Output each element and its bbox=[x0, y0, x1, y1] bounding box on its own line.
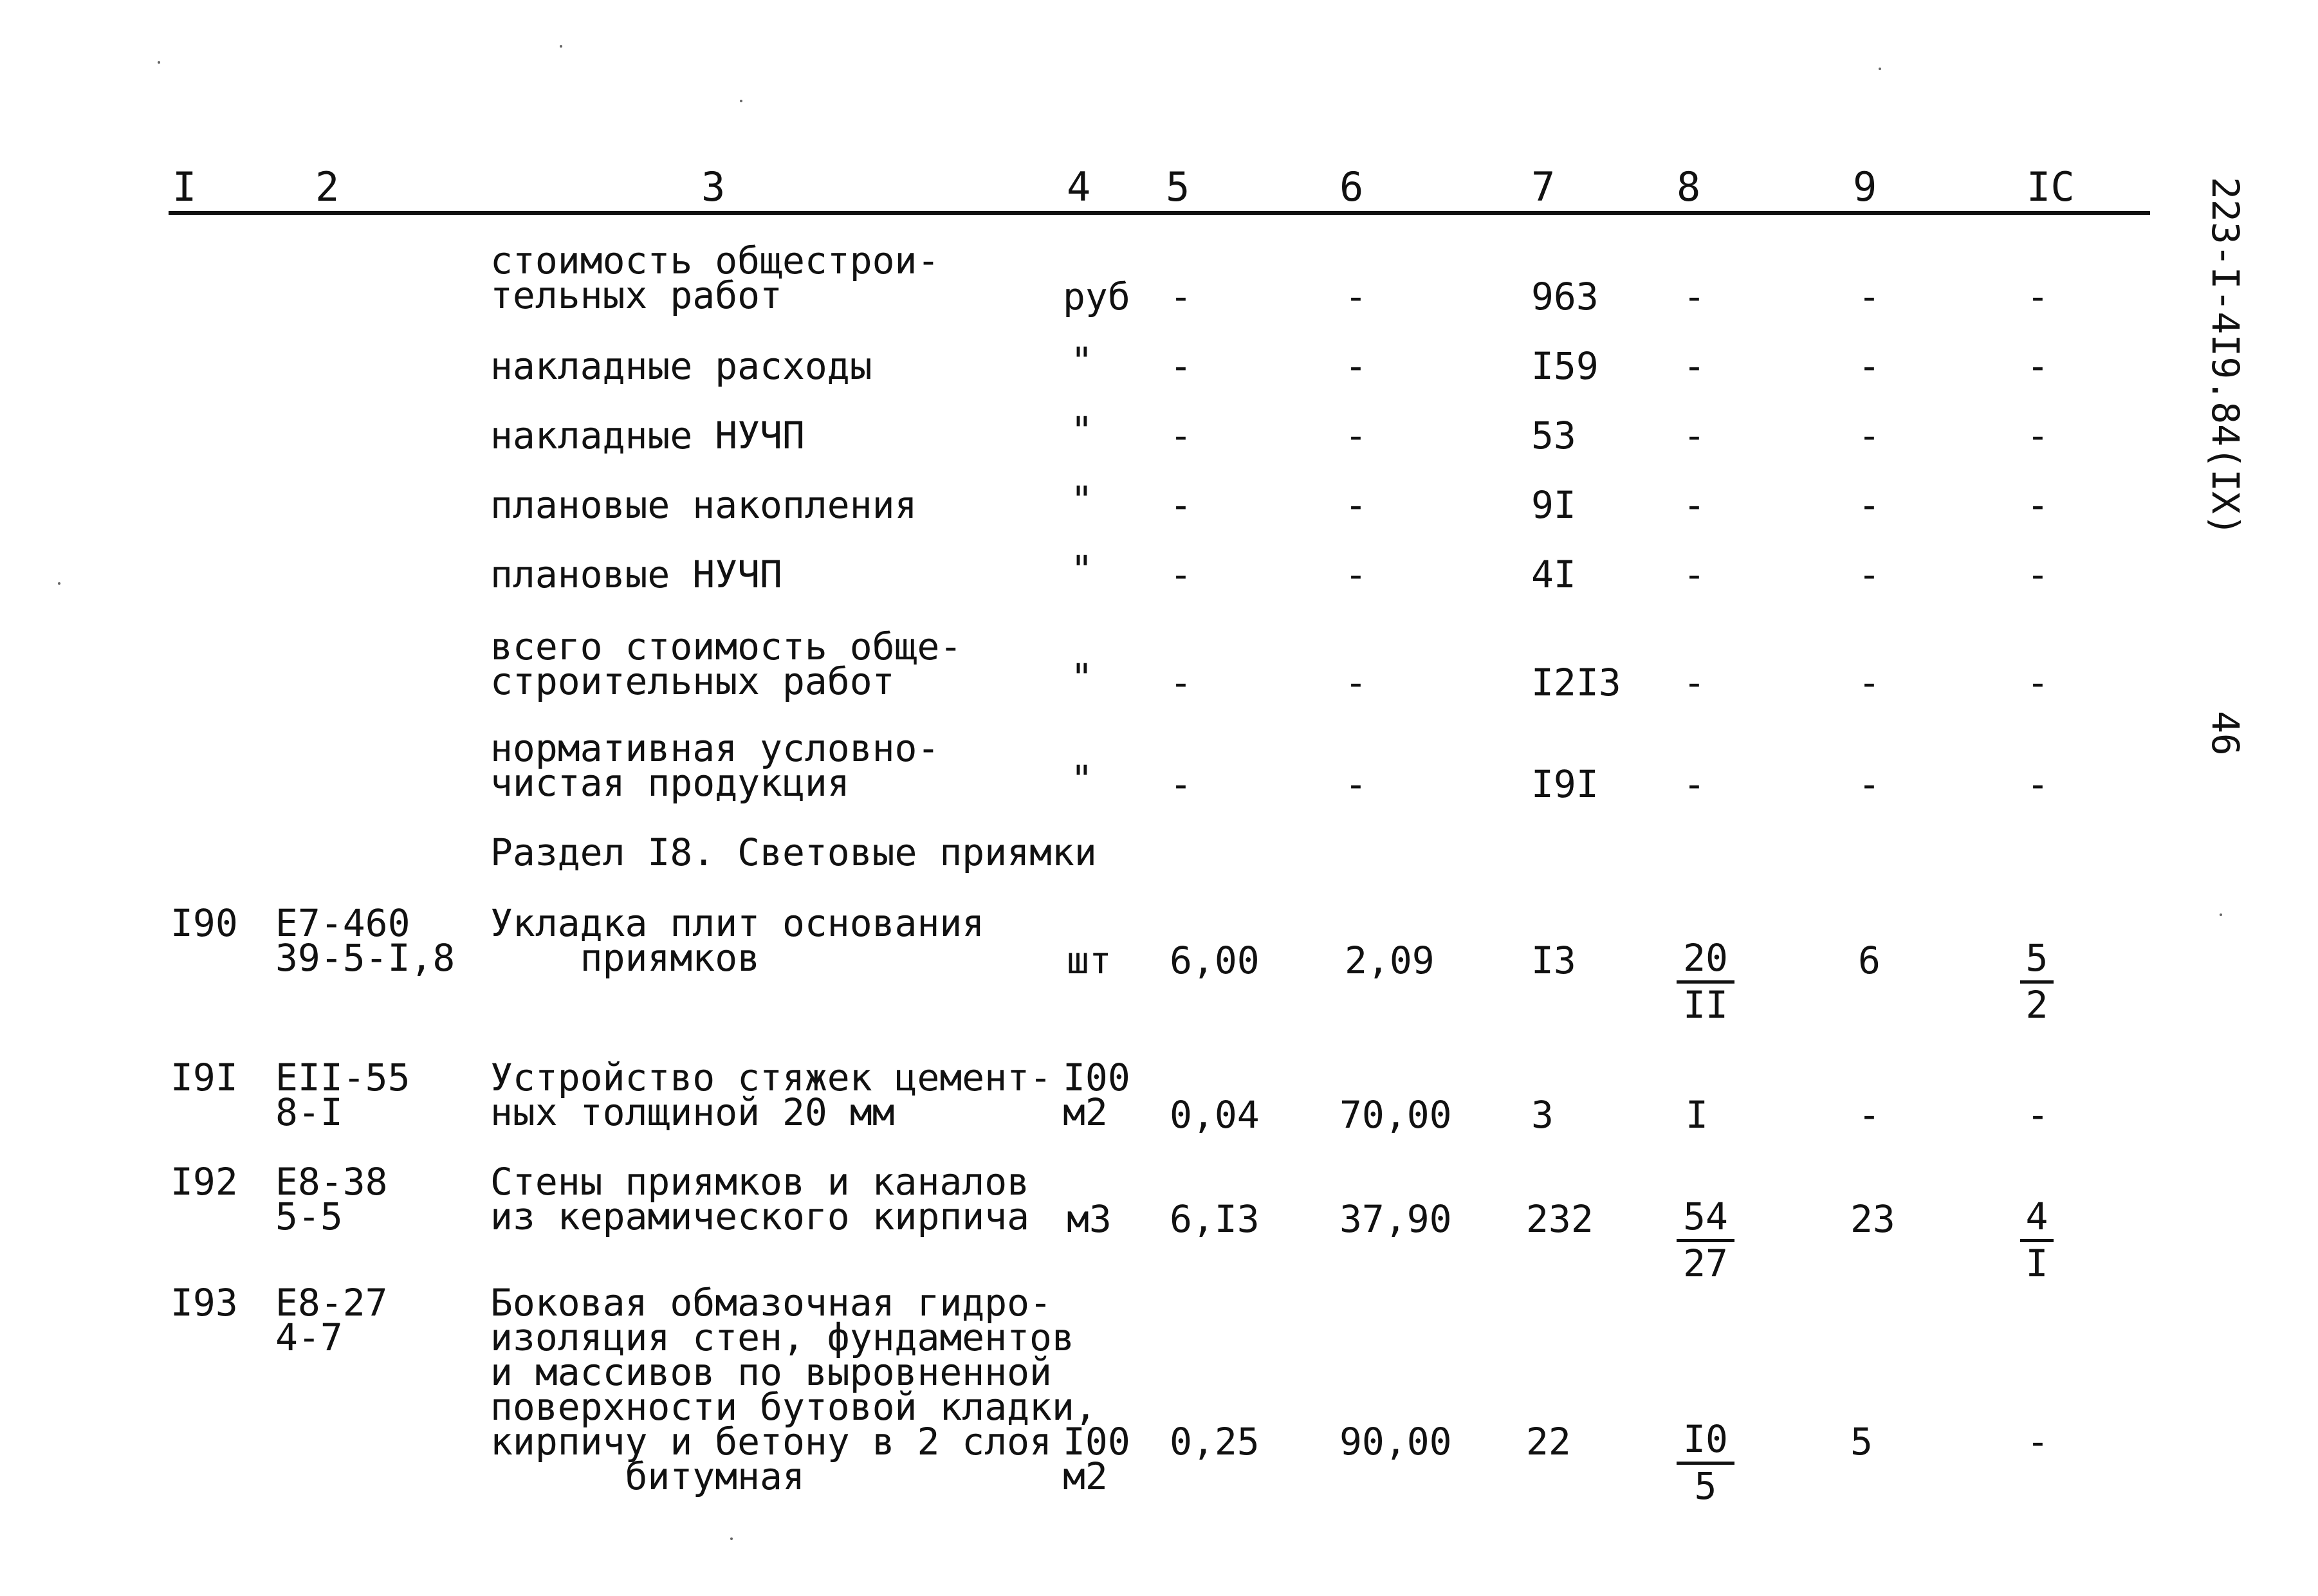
row-unit: " bbox=[1071, 478, 1093, 522]
item-unit: I00 bbox=[1063, 1420, 1130, 1463]
fraction-numerator: 4 bbox=[2020, 1198, 2054, 1242]
row-col7: I2I3 bbox=[1531, 661, 1621, 704]
item-col7: 3 bbox=[1531, 1093, 1554, 1137]
row-col10: - bbox=[2027, 275, 2049, 318]
item-number: I92 bbox=[170, 1160, 238, 1204]
row-col5: - bbox=[1170, 344, 1192, 388]
scan-speck bbox=[740, 100, 742, 102]
scan-speck bbox=[58, 582, 60, 585]
item-name-line: из керамического кирпича bbox=[490, 1195, 1030, 1238]
item-col8: I bbox=[1686, 1093, 1708, 1137]
row-col8: - bbox=[1683, 414, 1706, 457]
row-col10: - bbox=[2027, 483, 2049, 527]
row-col9: - bbox=[1858, 661, 1881, 704]
item-code-line: 5-5 bbox=[275, 1195, 343, 1238]
row-name-line: нормативная условно- bbox=[490, 726, 940, 770]
item-col9: 23 bbox=[1850, 1197, 1895, 1241]
item-number: I90 bbox=[170, 901, 238, 945]
row-col8: - bbox=[1683, 553, 1706, 596]
row-col9: - bbox=[1858, 414, 1881, 457]
fraction-denominator: 27 bbox=[1683, 1242, 1728, 1285]
row-col5: - bbox=[1170, 483, 1192, 527]
item-col10: - bbox=[2027, 1420, 2049, 1463]
row-unit: " bbox=[1071, 408, 1093, 452]
row-col7: 9I bbox=[1531, 483, 1576, 527]
item-name-line: приямков bbox=[490, 936, 760, 980]
row-col5: - bbox=[1170, 275, 1192, 318]
scan-speck bbox=[158, 61, 160, 64]
item-col9: 5 bbox=[1850, 1420, 1873, 1463]
item-col7: I3 bbox=[1531, 939, 1576, 982]
header-rule bbox=[169, 211, 2150, 215]
row-col5: - bbox=[1170, 762, 1192, 806]
row-col6: - bbox=[1345, 553, 1367, 596]
item-code-line: Е8-38 bbox=[275, 1160, 388, 1204]
fraction-numerator: 5 bbox=[2020, 939, 2054, 984]
item-name-line: битумная bbox=[490, 1454, 805, 1498]
row-col8: - bbox=[1683, 483, 1706, 527]
item-col8-fraction bbox=[1677, 936, 1734, 1027]
item-col10-fraction bbox=[2020, 1195, 2054, 1285]
row-col7: I9I bbox=[1531, 762, 1599, 806]
item-col9: 6 bbox=[1858, 939, 1881, 982]
row-name-line: плановые НУЧП bbox=[490, 553, 782, 596]
row-name-line: всего стоимость обще- bbox=[490, 625, 962, 668]
row-col9: - bbox=[1858, 275, 1881, 318]
row-col6: - bbox=[1345, 661, 1367, 704]
col-header-8: 8 bbox=[1677, 163, 1701, 210]
row-col5: - bbox=[1170, 414, 1192, 457]
row-col6: - bbox=[1345, 275, 1367, 318]
row-col10: - bbox=[2027, 661, 2049, 704]
item-col8-fraction bbox=[1677, 1195, 1734, 1285]
item-code-line: 8-I bbox=[275, 1090, 343, 1134]
item-code-line: Е8-27 bbox=[275, 1281, 388, 1325]
row-col7: 963 bbox=[1531, 275, 1599, 318]
section-title: Раздел I8. Световые приямки bbox=[490, 830, 1097, 874]
item-name-line: поверхности бутовой кладки, bbox=[490, 1385, 1097, 1429]
item-col10: - bbox=[2027, 1093, 2049, 1137]
item-name-line: изоляция стен, фундаментов bbox=[490, 1316, 1074, 1359]
item-number: I93 bbox=[170, 1281, 238, 1325]
col-header-1: I bbox=[172, 163, 197, 210]
row-name-line: накладные НУЧП bbox=[490, 414, 805, 457]
item-code-line: Е7-460 bbox=[275, 901, 410, 945]
row-name-line: чистая продукция bbox=[490, 761, 850, 805]
row-col10: - bbox=[2027, 344, 2049, 388]
row-col7: 53 bbox=[1531, 414, 1576, 457]
item-code-line: ЕII-55 bbox=[275, 1056, 410, 1099]
col-header-6: 6 bbox=[1339, 163, 1364, 210]
item-col5: 6,00 bbox=[1170, 939, 1260, 982]
col-header-10: IC bbox=[2027, 163, 2075, 210]
document-code: 223-I-4I9.84(IX) bbox=[2203, 177, 2247, 537]
scan-speck bbox=[2220, 913, 2222, 916]
item-col6: 2,09 bbox=[1345, 939, 1435, 982]
row-col7: I59 bbox=[1531, 344, 1599, 388]
row-col9: - bbox=[1858, 762, 1881, 806]
fraction-numerator: 20 bbox=[1677, 939, 1734, 984]
row-col6: - bbox=[1345, 762, 1367, 806]
item-code-line: 4-7 bbox=[275, 1316, 343, 1359]
row-unit: " bbox=[1071, 547, 1093, 591]
item-name-line: кирпичу и бетону в 2 слоя bbox=[490, 1420, 1052, 1463]
row-col8: - bbox=[1683, 762, 1706, 806]
col-header-2: 2 bbox=[315, 163, 340, 210]
item-name-line: Стены приямков и каналов bbox=[490, 1160, 1030, 1204]
row-col7: 4I bbox=[1531, 553, 1576, 596]
item-col10-fraction bbox=[2020, 936, 2054, 1027]
item-col5: 0,25 bbox=[1170, 1420, 1260, 1463]
fraction-numerator: 54 bbox=[1677, 1198, 1734, 1242]
row-col10: - bbox=[2027, 414, 2049, 457]
fraction-denominator: 2 bbox=[2025, 983, 2048, 1027]
item-name-line: Боковая обмазочная гидро- bbox=[490, 1281, 1052, 1325]
row-col9: - bbox=[1858, 553, 1881, 596]
row-name-line: плановые накопления bbox=[490, 483, 917, 527]
row-unit: " bbox=[1071, 757, 1093, 801]
row-name-line: тельных работ bbox=[490, 273, 782, 317]
item-name-line: ных толщиной 20 мм bbox=[490, 1090, 895, 1134]
scan-speck bbox=[560, 45, 562, 48]
item-col6: 37,90 bbox=[1339, 1197, 1452, 1241]
row-col6: - bbox=[1345, 483, 1367, 527]
row-col8: - bbox=[1683, 661, 1706, 704]
item-number: I9I bbox=[170, 1056, 238, 1099]
col-header-4: 4 bbox=[1067, 163, 1091, 210]
item-unit: I00 bbox=[1063, 1056, 1130, 1099]
item-col5: 0,04 bbox=[1170, 1093, 1260, 1137]
col-header-7: 7 bbox=[1531, 163, 1556, 210]
item-name-line: Укладка плит основания bbox=[490, 901, 985, 945]
scan-speck bbox=[1879, 68, 1881, 70]
item-code-line: 39-5-I,8 bbox=[275, 936, 455, 980]
fraction-denominator: 5 bbox=[1694, 1464, 1717, 1508]
row-name-line: стоимость общестрои- bbox=[490, 239, 940, 282]
item-unit: шт bbox=[1067, 939, 1112, 982]
row-col5: - bbox=[1170, 661, 1192, 704]
fraction-denominator: II bbox=[1683, 983, 1728, 1027]
row-unit: " bbox=[1071, 656, 1093, 699]
row-col9: - bbox=[1858, 483, 1881, 527]
item-col6: 90,00 bbox=[1339, 1420, 1452, 1463]
scan-speck bbox=[730, 1537, 733, 1540]
row-unit: руб bbox=[1063, 275, 1130, 318]
row-col8: - bbox=[1683, 344, 1706, 388]
row-col6: - bbox=[1345, 414, 1367, 457]
row-unit: " bbox=[1071, 339, 1093, 383]
col-header-9: 9 bbox=[1853, 163, 1877, 210]
item-unit: м2 bbox=[1063, 1090, 1108, 1134]
row-col5: - bbox=[1170, 553, 1192, 596]
item-col5: 6,I3 bbox=[1170, 1197, 1260, 1241]
item-name-line: Устройство стяжек цемент- bbox=[490, 1056, 1052, 1099]
item-col9: - bbox=[1858, 1093, 1881, 1137]
row-col8: - bbox=[1683, 275, 1706, 318]
col-header-5: 5 bbox=[1166, 163, 1190, 210]
item-unit: м2 bbox=[1063, 1454, 1108, 1498]
item-col8-fraction bbox=[1677, 1417, 1734, 1508]
item-col6: 70,00 bbox=[1339, 1093, 1452, 1137]
col-header-3: 3 bbox=[701, 163, 726, 210]
row-col10: - bbox=[2027, 553, 2049, 596]
row-col6: - bbox=[1345, 344, 1367, 388]
row-col9: - bbox=[1858, 344, 1881, 388]
item-col7: 22 bbox=[1526, 1420, 1571, 1463]
item-unit: м3 bbox=[1067, 1197, 1112, 1241]
fraction-denominator: I bbox=[2025, 1242, 2048, 1285]
item-col7: 232 bbox=[1526, 1197, 1594, 1241]
row-col10: - bbox=[2027, 762, 2049, 806]
row-name-line: строительных работ bbox=[490, 659, 895, 703]
page-number: 46 bbox=[2203, 711, 2247, 756]
row-name-line: накладные расходы bbox=[490, 344, 872, 388]
fraction-numerator: I0 bbox=[1677, 1420, 1734, 1465]
item-name-line: и массивов по выровненной bbox=[490, 1350, 1052, 1394]
